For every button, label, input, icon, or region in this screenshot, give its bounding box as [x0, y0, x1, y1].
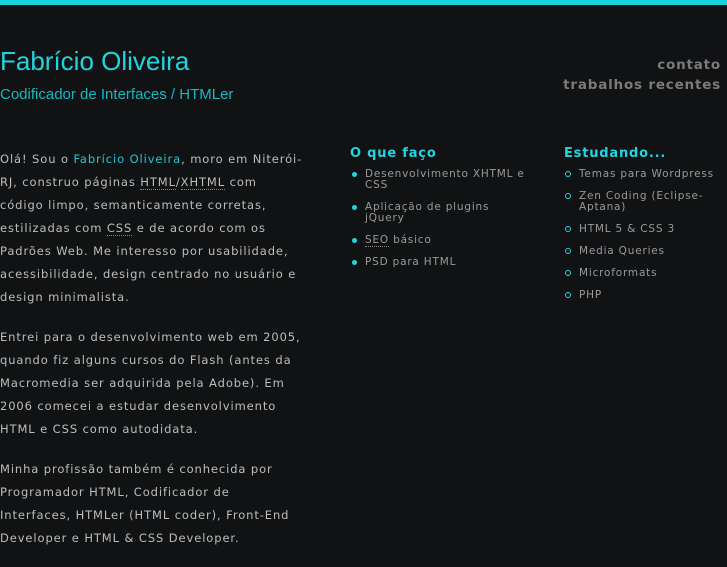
intro-text: com código limpo, semanticamente corretas, estilizadas com	[0, 175, 267, 235]
top-accent-bar	[0, 0, 727, 5]
studying-heading: Estudando...	[564, 146, 667, 161]
list-item: PHP	[564, 290, 724, 301]
intro-section	[0, 148, 305, 567]
list-item: Media Queries	[564, 246, 724, 257]
intro-text: Olá! Sou o	[0, 152, 74, 166]
intro-paragraph-1	[0, 148, 305, 309]
intro-text: , moro em Niterói-RJ, construo páginas	[0, 152, 303, 189]
list-item: Zen Coding (Eclipse-Aptana)	[564, 191, 724, 213]
list-item	[350, 235, 530, 246]
author-name-link[interactable]: Fabrício Oliveira	[73, 152, 182, 166]
nav-link-trabalhos-recentes[interactable]: trabalhos recentes	[563, 77, 721, 93]
intro-text: e de acordo com os Padrões Web. Me interesso por usabilidade, acessibilidade, design centrado no usuário e design minimalista.	[0, 221, 297, 304]
what-i-do-heading: O que faço	[350, 146, 437, 161]
list-item: Microformats	[564, 268, 724, 279]
main-nav	[563, 55, 721, 95]
xhtml-abbr: XHTML	[180, 175, 226, 189]
list-item: Desenvolvimento XHTML e CSS	[350, 169, 530, 191]
seo-abbr: SEO	[365, 234, 389, 246]
nav-link-contato[interactable]: contato	[657, 57, 721, 73]
html-abbr: HTML	[140, 175, 176, 189]
css-abbr: CSS	[106, 221, 133, 235]
site-subtitle: Codificador de Interfaces / HTMLer	[0, 86, 234, 103]
seo-suffix: básico	[388, 234, 432, 246]
studying-section	[564, 146, 724, 312]
list-item: HTML 5 & CSS 3	[564, 224, 724, 235]
list-item: PSD para HTML	[350, 257, 530, 268]
studying-list	[564, 169, 724, 301]
what-i-do-section	[350, 146, 530, 279]
list-item: Aplicação de plugins jQuery	[350, 202, 530, 224]
intro-text: /	[175, 175, 181, 189]
intro-paragraph-2: Entrei para o desenvolvimento web em 2005, quando fiz alguns cursos do Flash (antes da Macromedia ser adquirida pela Adobe). Em 2006 comecei a estudar desenvolvimento HTML e CSS como autodidata.	[0, 330, 301, 436]
what-i-do-list	[350, 169, 530, 268]
intro-paragraph-3: Minha profissão também é conhecida por Programador HTML, Codificador de Interfaces, HTMLer (HTML coder), Front-End Developer e HTML & CSS Developer.	[0, 462, 290, 545]
site-title[interactable]: Fabrício Oliveira	[0, 46, 190, 76]
list-item: Temas para Wordpress	[564, 169, 724, 180]
